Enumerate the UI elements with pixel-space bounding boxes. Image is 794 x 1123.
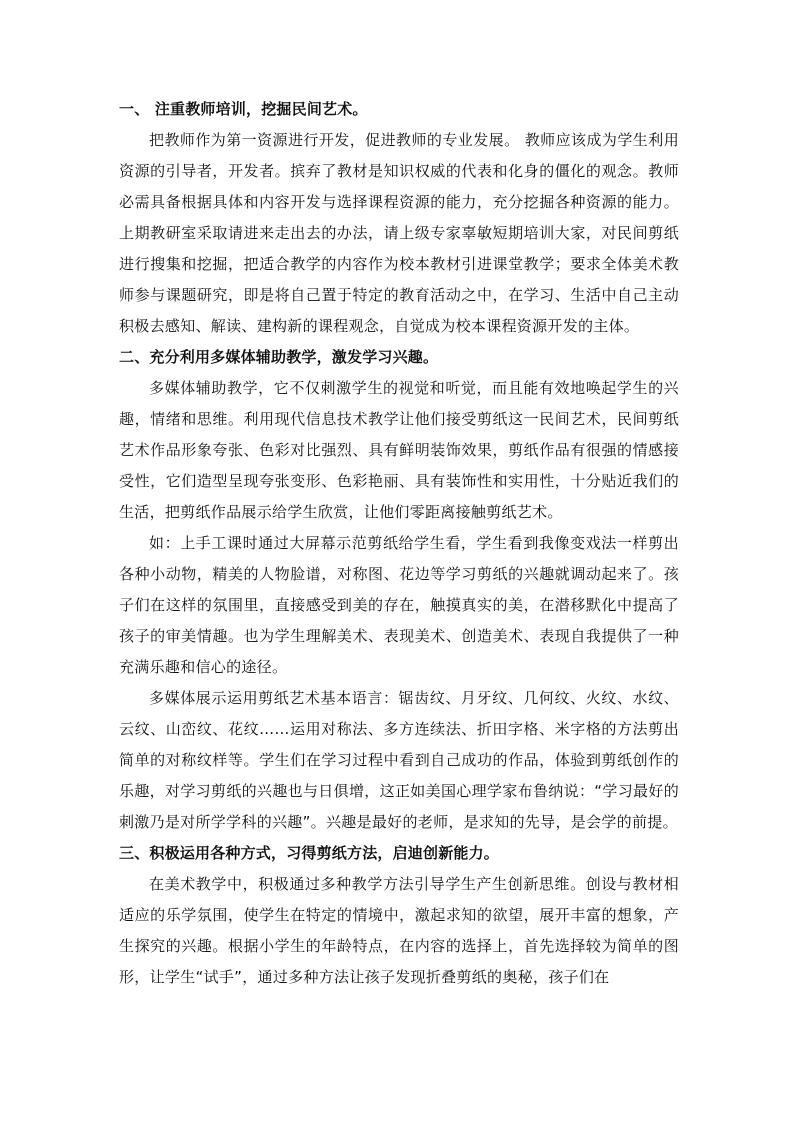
paragraph: 在美术教学中，积极通过多种教学方法引导学生产生创新思维。创设与教材相适应的乐学氛围，使学生在特定的情境中，激起求知的欲望，展开丰富的想象，产生探究的兴趣。根据小学生的年龄特点，在内容的选择上，首先选择较为简单的图形，让学生“试手”，通过多种方法让孩子发现折叠剪纸的奥秘，孩子们在 [119,875,679,986]
paragraph: 把教师作为第一资源进行开发，促进教师的专业发展。 教师应该成为学生利用资源的引导者，开发者。摈弃了教材是知识权威的代表和化身的僵化的观念。教师必需具备根据具体和内容开发与选择课程资源的能力，充分挖掘各种资源的能力。上期教研室采取请进来走出去的办法，请上级专家辜敏短期培训大家，对民间剪纸进行搜集和挖掘，把适合教学的内容作为校本教材引进课堂教学；要求全体美术教师参与课题研究，即是将自己置于特定的教育活动之中，在学习、生活中自己主动积极去感知、解读、建构新的课程观念，自觉成为校本课程资源开发的主体。 [119,131,679,335]
paragraph: 多媒体展示运用剪纸艺术基本语言：锯齿纹、月牙纹、几何纹、火纹、水纹、云纹、山峦纹、花纹……运用对称法、多方连续法、折田字格、米字格的方法剪出简单的对称纹样等。学生们在学习过程中看到自己成功的作品，体验到剪纸创作的乐趣，对学习剪纸的兴趣也与日俱增，这正如美国心理学家布鲁纳说：“学习最好的刺激乃是对所学学科的兴趣”。兴趣是最好的老师，是求知的先导，是会学的前提。 [119,689,679,831]
document-page [119,94,679,993]
paragraph: 如：上手工课时通过大屏幕示范剪纸给学生看，学生看到我像变戏法一样剪出各种小动物，精美的人物脸谱，对称图、花边等学习剪纸的兴趣就调动起来了。孩子们在这样的氛围里，直接感受到美的存在，触摸真实的美，在潜移默化中提高了孩子的审美情趣。也为学生理解美术、表现美术、创造美术、表现自我提供了一种充满乐趣和信心的途径。 [119,534,679,676]
paragraph: 多媒体辅助教学，它不仅刺激学生的视觉和听觉，而且能有效地唤起学生的兴趣，情绪和思维。利用现代信息技术教学让他们接受剪纸这一民间艺术，民间剪纸艺术作品形象夸张、色彩对比强烈、具有鲜明装饰效果，剪纸作品有很强的情感接受性，它们造型呈现夸张变形、色彩艳丽、具有装饰性和实用性，十分贴近我们的生活，把剪纸作品展示给学生欣赏，让他们零距离接触剪纸艺术。 [119,379,679,521]
section-heading-3: 三、积极运用各种方式，习得剪纸方法，启迪创新能力。 [119,844,500,862]
section-heading-2: 二、充分利用多媒体辅助教学，激发学习兴趣。 [119,348,439,366]
section-heading-1: 一、 注重教师培训，挖掘民间艺术。 [119,100,368,118]
